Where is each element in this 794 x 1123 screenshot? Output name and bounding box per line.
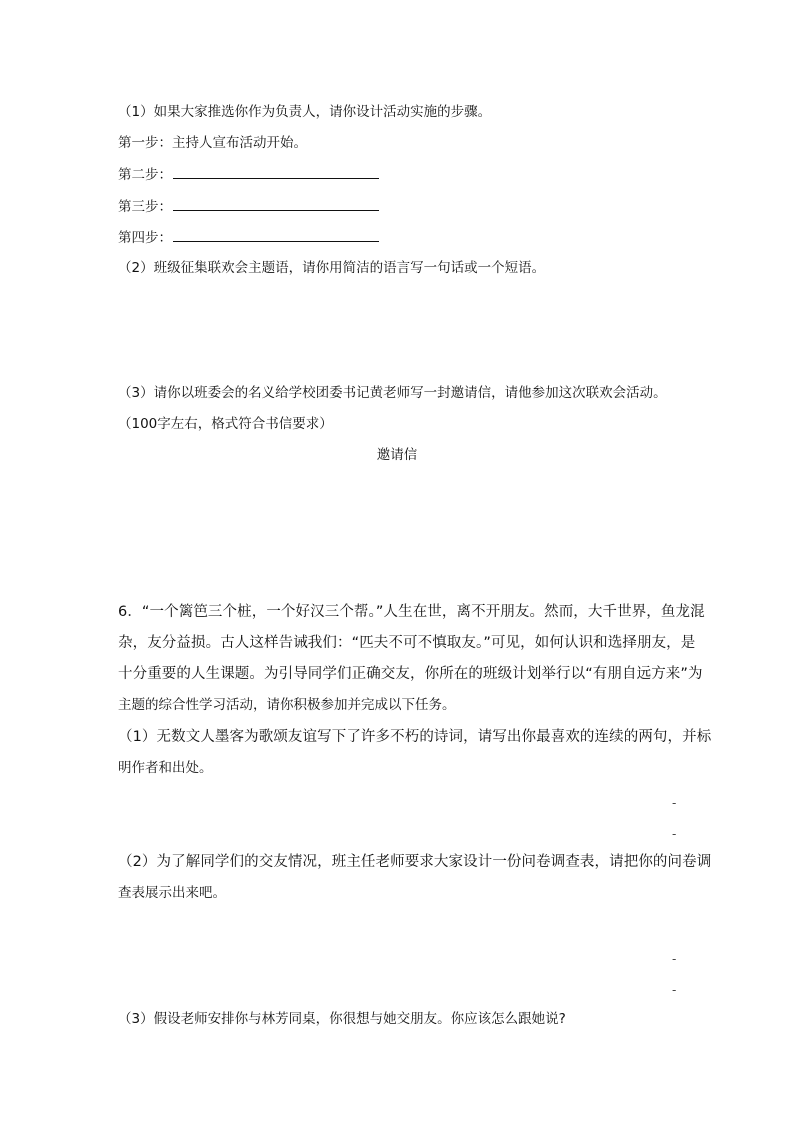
step-3-label: 第三步： [118,199,172,215]
q6-q1-line-2: 明作者和出处。 [118,760,213,776]
step-4-blank[interactable] [173,228,379,242]
step-3 [118,197,379,216]
step-2 [118,165,379,184]
q6-q2-line-2: 查表展示出来吧。 [118,885,226,901]
section5-q2-prompt: （2）班级征集联欢会主题语，请你用简洁的语言写一句话或一个短语。 [118,260,546,276]
section5-q3-prompt-line1: （3）请你以班委会的名义给学校团委书记黄老师写一封邀请信，请他参加这次联欢会活动。 [118,385,667,401]
step-1: 第一步：主持人宣布活动开始。 [118,135,307,151]
answer-dash-1: - [672,796,677,810]
answer-dash-3: - [672,952,677,966]
answer-dash-2: - [672,827,677,841]
answer-dash-4: - [672,983,677,997]
q6-intro-line-2: 杂，友分益损。古人这样告诫我们：“匹夫不可不慎取友。”可见，如何认识和选择朋友，是 [118,635,696,651]
letter-title: 邀请信 [376,447,418,463]
q6-intro-line-1: 6．“一个篱笆三个桩，一个好汉三个帮。”人生在世，离不开朋友。然而，大千世界，鱼龙混 [118,604,705,620]
section5-q3-prompt-line2: （100字左右，格式符合书信要求） [118,416,333,432]
q6-q1-line-1: （1）无数文人墨客为歌颂友谊写下了许多不朽的诗词，请写出你最喜欢的连续的两句，并标 [118,729,712,745]
step-2-label: 第二步： [118,167,172,183]
step-4-label: 第四步： [118,230,172,246]
step-3-blank[interactable] [173,197,379,211]
step-2-blank[interactable] [173,165,379,179]
q6-q2-line-1: （2）为了解同学们的交友情况，班主任老师要求大家设计一份问卷调查表，请把你的问卷调 [118,854,712,870]
q6-intro-line-3: 十分重要的人生课题。为引导同学们正确交友，你所在的班级计划举行以“有朋自远方来”为 [118,666,703,682]
q6-q3-line: （3）假设老师安排你与林芳同桌，你很想与她交朋友。你应该怎么跟她说? [118,1011,566,1027]
q6-intro-line-4: 主题的综合性学习活动，请你积极参加并完成以下任务。 [118,697,456,713]
section5-q1-prompt: （1）如果大家推选你作为负责人，请你设计活动实施的步骤。 [118,104,492,120]
step-4 [118,228,379,247]
